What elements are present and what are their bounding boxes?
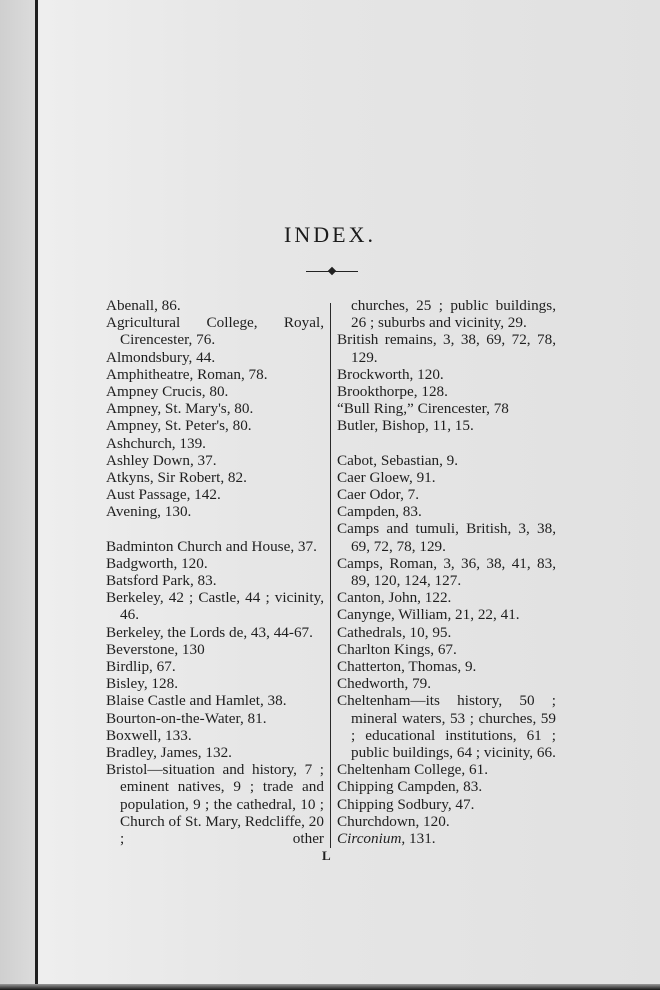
page-title: INDEX.: [284, 222, 376, 247]
index-entry: Chipping Sodbury, 47.: [337, 795, 475, 813]
index-entry: Bristol—situation and history, 7 ; eminent natives, 9 ; trade and population, 9 ; the cathedral, 10 ; Church of St. Mary, Redcliffe, 20 ; other: [106, 761, 324, 848]
index-column-right: [337, 297, 556, 847]
index-entry: Charlton Kings, 67.: [337, 640, 457, 658]
index-entry-pages: , 131.: [401, 830, 436, 848]
index-entry: Caer Gloew, 91.: [337, 468, 436, 486]
index-entry: Atkyns, Sir Robert, 82.: [106, 469, 247, 487]
index-entry: Canton, John, 122.: [337, 589, 452, 607]
index-entry: Ashley Down, 37.: [106, 451, 217, 469]
printer-signature-mark: L: [322, 848, 331, 863]
index-entry: Chedworth, 79.: [337, 675, 432, 693]
index-entry: Canynge, William, 21, 22, 41.: [337, 606, 520, 624]
index-entry-italic-name: Circonium: [337, 830, 402, 848]
index-entry: Chipping Campden, 83.: [337, 778, 483, 796]
index-entry: “Bull Ring,” Cirencester, 78: [337, 400, 509, 418]
index-entry: Agricultural College, Royal, Cirencester, 76.: [106, 314, 324, 349]
index-entry: Aust Passage, 142.: [106, 486, 221, 504]
letter-section-gap: [106, 521, 324, 538]
page-bottom-edge: [0, 984, 660, 990]
index-entry: Camps, Roman, 3, 36, 38, 41, 83, 89, 120, 124, 127.: [337, 554, 556, 590]
index-entry: Caer Odor, 7.: [337, 486, 420, 504]
index-entry: Churchdown, 120.: [337, 812, 450, 830]
index-entry: Bradley, James, 132.: [106, 744, 232, 762]
index-entry: Ampney Crucis, 80.: [106, 383, 229, 401]
column-divider: [330, 303, 331, 848]
index-entry: Brookthorpe, 128.: [337, 383, 448, 401]
index-entry: Campden, 83.: [337, 503, 422, 521]
index-entry: Ampney, St. Mary's, 80.: [106, 400, 254, 418]
index-entry: Berkeley, 42 ; Castle, 44 ; vicinity, 46.: [106, 589, 324, 624]
index-entry: Cheltenham College, 61.: [337, 761, 488, 779]
title-ornament-rule: [306, 271, 358, 272]
facing-page-margin: [0, 0, 36, 990]
index-entry: Brockworth, 120.: [337, 365, 444, 383]
index-entry: Cheltenham—its history, 50 ; mineral waters, 53 ; churches, 59 ; educational institutions, 61 ; public buildings, 64 ; vicinity, 66.: [337, 692, 556, 762]
index-entry: Almondsbury, 44.: [106, 348, 216, 366]
index-entry: Badminton Church and House, 37.: [106, 537, 317, 555]
index-entry: Bisley, 128.: [106, 675, 178, 693]
index-entry: Beverstone, 130: [106, 640, 205, 658]
index-entry: Ampney, St. Peter's, 80.: [106, 417, 252, 435]
index-entry: Camps and tumuli, British, 3, 38, 69, 72, 78, 129.: [337, 520, 556, 555]
index-entry: Batsford Park, 83.: [106, 572, 217, 590]
index-entry: Berkeley, the Lords de, 43, 44-67.: [106, 623, 313, 641]
index-entry: Butler, Bishop, 11, 15.: [337, 417, 474, 435]
index-entry: British remains, 3, 38, 69, 72, 78, 129.: [337, 331, 556, 366]
index-entry: Avening, 130.: [106, 503, 192, 521]
index-entry-continued: churches, 25 ; public buildings, 26 ; suburbs and vicinity, 29.: [351, 297, 556, 332]
index-entry: Boxwell, 133.: [106, 726, 192, 744]
index-entry: [337, 830, 556, 847]
index-entry: Cabot, Sebastian, 9.: [337, 451, 459, 469]
letter-section-gap: [337, 435, 556, 452]
index-entry: Bourton-on-the-Water, 81.: [106, 709, 267, 727]
index-entry: Birdlip, 67.: [106, 658, 176, 676]
index-entry: Badgworth, 120.: [106, 554, 208, 572]
index-entry: Cathedrals, 10, 95.: [337, 623, 452, 641]
page-binding-edge: [35, 0, 38, 985]
index-column-left: [106, 297, 324, 847]
index-entry: Ashchurch, 139.: [106, 434, 206, 452]
index-entry: Blaise Castle and Hamlet, 38.: [106, 692, 287, 710]
index-entry: Abenall, 86.: [106, 297, 181, 314]
index-entry: Amphitheatre, Roman, 78.: [106, 365, 268, 383]
index-entry: Chatterton, Thomas, 9.: [337, 658, 477, 676]
